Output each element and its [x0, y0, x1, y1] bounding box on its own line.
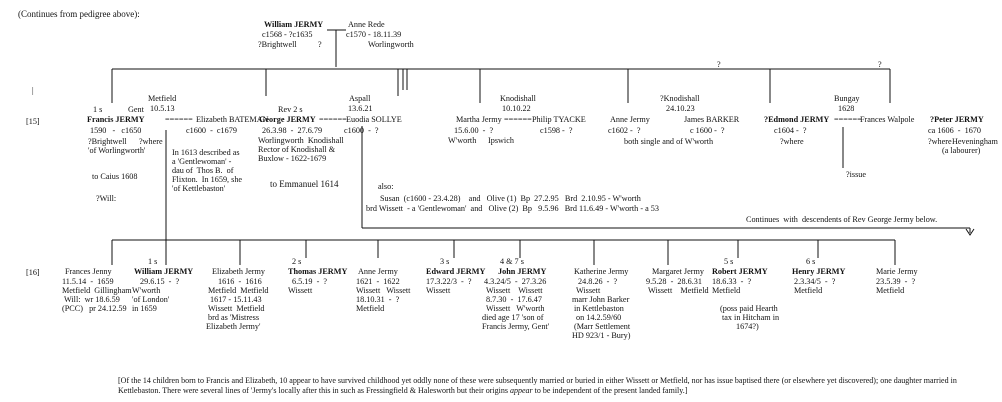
- g16-10-line-1: 18.6.33 - ?: [712, 277, 752, 286]
- g16-11-name: Henry JERMY: [792, 267, 846, 276]
- g16-4-name: Thomas JERMY: [288, 267, 348, 276]
- g16-1-line-2: Metfield Gillingham: [62, 286, 132, 295]
- frances-marriage-place: Bungay: [834, 94, 860, 103]
- g16-2-line-1: 29.6.15 - ?: [140, 277, 180, 286]
- james-marriage-place: ?Knodishall: [660, 94, 700, 103]
- g16-1-line-1: 11.5.14 - 1659: [62, 277, 114, 286]
- francis-gent: Gent: [128, 105, 144, 114]
- george-buxlow: Buxlow - 1622-1679: [258, 154, 327, 163]
- g16-7-line-3: 8.7.30 - 17.6.47: [486, 295, 542, 304]
- anne-james-note: both single and of W'worth: [624, 137, 714, 146]
- g16-2-line-4: in 1659: [132, 304, 157, 313]
- peter-jermy-loc1: ?where: [928, 137, 952, 146]
- g16-8-line-4: in Kettlebaston: [574, 304, 624, 313]
- euodia-sollye-name: Euodia SOLLYE: [346, 115, 402, 124]
- james-marriage-date: 24.10.23: [666, 104, 695, 113]
- peter-jermy-loc3: (a labourer): [942, 146, 981, 155]
- g16-4-line-1: 6.5.19 - ?: [292, 277, 328, 286]
- elizabeth-desc-4: Flixton. In 1659, she: [172, 175, 243, 184]
- francis-caius: to Caius 1608: [92, 172, 138, 181]
- g16-7-line-1: 4.3.24/5 - 27.3.26: [484, 277, 547, 286]
- edmond-jermy-name: ?Edmond JERMY: [764, 115, 830, 124]
- martha-jermy-name: Martha Jermy: [456, 115, 502, 124]
- elizabeth-desc-5: 'of Kettlebaston': [172, 184, 226, 193]
- also-line-2: brd Wissett - a 'Gentlewoman' and Olive (2) Bp 9.5.96 Brd 11.6.49 - W'worth - a 53: [366, 204, 659, 213]
- g16-8-line-5: on 14.2.59/60: [576, 313, 622, 322]
- francis-marriage-date: 10.5.13: [150, 104, 175, 113]
- g16-8-line-7: HD 923/1 - Bury): [572, 331, 631, 340]
- g16-7-order: 4 & 7 s: [500, 257, 524, 266]
- francis-loc3: 'of Worlingworth': [88, 146, 146, 155]
- philip-marriage-date: 10.10.22: [502, 104, 531, 113]
- g16-5-line-1: 1621 - 1622: [356, 277, 400, 286]
- g16-9-line-1: 9.5.28 - 28.6.31: [646, 277, 702, 286]
- g16-10-line-6: 1674?): [736, 322, 759, 331]
- william-jermy-place: ?Brightwell: [258, 40, 297, 49]
- g16-11-line-1: 2.3.34/5 - ?: [794, 277, 836, 286]
- anne-rede-dates: c1570 - 18.11.39: [346, 30, 402, 39]
- uncertain-mark-2: ?: [878, 60, 882, 69]
- g16-2-line-2: W'worth: [132, 286, 161, 295]
- g16-3-line-5: brd as 'Mistress: [208, 313, 260, 322]
- edmond-jermy-dates: c1604 - ?: [774, 126, 807, 135]
- william-jermy-name: William JERMY: [264, 20, 324, 29]
- g16-8-name: Katherine Jermy: [574, 267, 629, 276]
- margin-tick: |: [32, 86, 34, 95]
- g16-3-line-4: Wissett Metfield: [208, 304, 265, 313]
- frances-issue: ?issue: [846, 170, 867, 179]
- g16-8-line-1: 24.8.26 - ?: [578, 277, 618, 286]
- g16-6-line-1: 17.3.22/3 - ?: [426, 277, 472, 286]
- g16-10-line-4: (poss paid Hearth: [720, 304, 778, 313]
- g16-10-line-5: tax in Hitcham in: [722, 313, 780, 322]
- george-jermy-loc: Worlingworth Knodishall: [258, 136, 344, 145]
- martha-jermy-dates: 15.6.00 - ?: [454, 126, 494, 135]
- g16-2-order: 1 s: [148, 257, 158, 266]
- g16-10-name: Robert JERMY: [712, 267, 768, 276]
- continues-note: Continues with descendents of Rev George Jermy below.: [746, 215, 938, 224]
- g16-9-line-2: Wissett Metfield: [648, 286, 709, 295]
- elizabeth-desc-1: In 1613 described as: [172, 148, 240, 157]
- elizabeth-desc-2: a 'Gentlewoman' -: [172, 157, 232, 166]
- g16-6-line-2: Wissett: [426, 286, 451, 295]
- anne-jermy-dates: c1602 - ?: [608, 126, 641, 135]
- g16-4-line-2: Wissett: [288, 286, 313, 295]
- george-jermy-dates: 26.3.98 - 27.6.79: [262, 126, 323, 135]
- generation-16-label: [16]: [26, 268, 40, 277]
- g16-3-line-1: 1616 - 1616: [218, 277, 262, 286]
- footnote-emphasis: appear: [509, 385, 533, 395]
- francis-marriage-place: Metfield: [148, 94, 177, 103]
- g16-7-line-5: died age 17 'son of: [482, 313, 544, 322]
- g16-3-line-2: Metfield Metfield: [208, 286, 269, 295]
- g16-1-line-4: (PCC) pr 24.12.59: [62, 304, 127, 313]
- g16-8-line-6: (Marr Settlement: [574, 322, 631, 331]
- william-jermy-place2: ?: [318, 40, 322, 49]
- francis-loc2: ?where: [139, 137, 163, 146]
- g16-3-line-6: Elizabeth Jermy': [204, 322, 261, 331]
- elizabeth-bateman-name: Elizabeth BATEMAN: [196, 115, 269, 124]
- edmond-marriage-sign: ======: [834, 115, 862, 124]
- uncertain-mark-1: ?: [717, 60, 721, 69]
- g16-12-line-1: 23.5.39 - ?: [876, 277, 916, 286]
- g16-5-line-4: Metfield: [356, 304, 385, 313]
- g16-11-order: 6 s: [806, 257, 816, 266]
- g16-6-name: Edward JERMY: [426, 267, 486, 276]
- francis-will: ?Will:: [96, 194, 117, 203]
- anne-rede-name: Anne Rede: [348, 20, 385, 29]
- g16-5-line-3: 18.10.31 - ?: [356, 295, 400, 304]
- footnote-part-a: [Of the 14 children born to Francis and Elizabeth, 10 appear to have survived childhood yet oddly none of these were subsequently married or buried in either Wissett or Metfield, nor has issue baptised there (or elsewhere yet discovered); one daughter married in Kettlebaston. There were several lines of 'Jermy's locally after this in such as Fressingfield & Halesworth but their origins: [118, 376, 957, 395]
- pedigree-header: (Continues from pedigree above):: [18, 9, 140, 19]
- g16-5-name: Anne Jermy: [358, 267, 398, 276]
- g16-2-name: William JERMY: [134, 267, 194, 276]
- g16-10-order: 5 s: [724, 257, 734, 266]
- peter-jermy-loc2: Heveningham: [952, 137, 998, 146]
- james-barker-name: James BARKER: [684, 115, 740, 124]
- g16-10-line-2: Metfield: [712, 286, 741, 295]
- philip-marriage-place: Knodishall: [500, 94, 536, 103]
- frances-marriage-date: 1628: [838, 104, 855, 113]
- g16-7-line-2: Wissett Wissett: [486, 286, 543, 295]
- g16-2-line-3: 'of London': [132, 295, 170, 304]
- francis-loc1: ?Brightwell: [88, 137, 127, 146]
- euodia-marriage-place: Aspall: [349, 94, 371, 103]
- g16-12-line-2: Metfield: [876, 286, 905, 295]
- peter-jermy-name: ?Peter JERMY: [930, 115, 984, 124]
- philip-tyacke-dates: c1598 - ?: [540, 126, 573, 135]
- g16-1-name: Frances Jenny: [65, 267, 112, 276]
- g16-8-line-3: marr John Barker: [572, 295, 630, 304]
- george-emmanuel: to Emmanuel 1614: [270, 179, 339, 189]
- francis-jermy-dates: 1590 - c1650: [90, 126, 142, 135]
- george-marriage-sign: ======: [319, 115, 347, 124]
- anne-rede-place: Worlingworth: [368, 40, 414, 49]
- peter-jermy-dates: ca 1606 - 1670: [928, 126, 981, 135]
- george-rector: Rector of Knodishall &: [258, 145, 336, 154]
- frances-walpole-name: Frances Walpole: [860, 115, 915, 124]
- g16-11-line-2: Metfield: [794, 286, 823, 295]
- francis-marriage-sign: ======: [165, 115, 193, 124]
- euodia-marriage-date: 13.6.21: [348, 104, 373, 113]
- elizabeth-bateman-dates: c1600 - c1679: [186, 126, 237, 135]
- george-order: Rev 2 s: [278, 105, 303, 114]
- g16-12-name: Marie Jermy: [876, 267, 918, 276]
- g16-3-line-3: 1617 - 15.11.43: [210, 295, 262, 304]
- g16-9-name: Margaret Jermy: [652, 267, 704, 276]
- footnote: [118, 376, 988, 395]
- george-jermy-name: George JERMY: [259, 115, 316, 124]
- g16-7-line-4: Wissett W'worth: [486, 304, 545, 313]
- g16-4-order: 2 s: [292, 257, 302, 266]
- footnote-part-b: to be independent of the present landed family.]: [532, 385, 688, 395]
- also-line-1: Susan (c1600 - 23.4.28) and Olive (1) Bp 27.2.95 Brd 2.10.95 - W'worth: [380, 194, 641, 203]
- martha-loc2: Ipswich: [488, 136, 514, 145]
- anne-jermy-name: Anne Jermy: [610, 115, 650, 124]
- euodia-sollye-dates: c1600 - ?: [344, 126, 379, 135]
- martha-loc1: W'worth: [448, 136, 477, 145]
- g16-3-name: Elizabeth Jermy: [212, 267, 265, 276]
- francis-jermy-name: Francis JERMY: [87, 115, 145, 124]
- also-heading: also:: [378, 182, 394, 191]
- francis-order: 1 s: [93, 105, 103, 114]
- james-barker-dates: c 1600 - ?: [690, 126, 725, 135]
- g16-1-line-3: Will: wr 18.6.59: [64, 295, 120, 304]
- g16-7-line-6: Francis Jermy, Gent': [480, 322, 550, 331]
- william-jermy-dates: c1568 - ?c1635: [262, 30, 313, 39]
- martha-marriage-sign: ======: [504, 115, 532, 124]
- elizabeth-desc-3: dau of Thos B. of: [172, 166, 234, 175]
- g16-5-line-2: Wissett Wissett: [356, 286, 411, 295]
- g16-6-order: 3 s: [440, 257, 450, 266]
- philip-tyacke-name: Philip TYACKE: [532, 115, 586, 124]
- g16-7-name: John JERMY: [498, 267, 547, 276]
- generation-15-label: [15]: [26, 117, 40, 126]
- g16-8-line-2: Wissett: [576, 286, 601, 295]
- edmond-jermy-loc: ?where: [780, 137, 804, 146]
